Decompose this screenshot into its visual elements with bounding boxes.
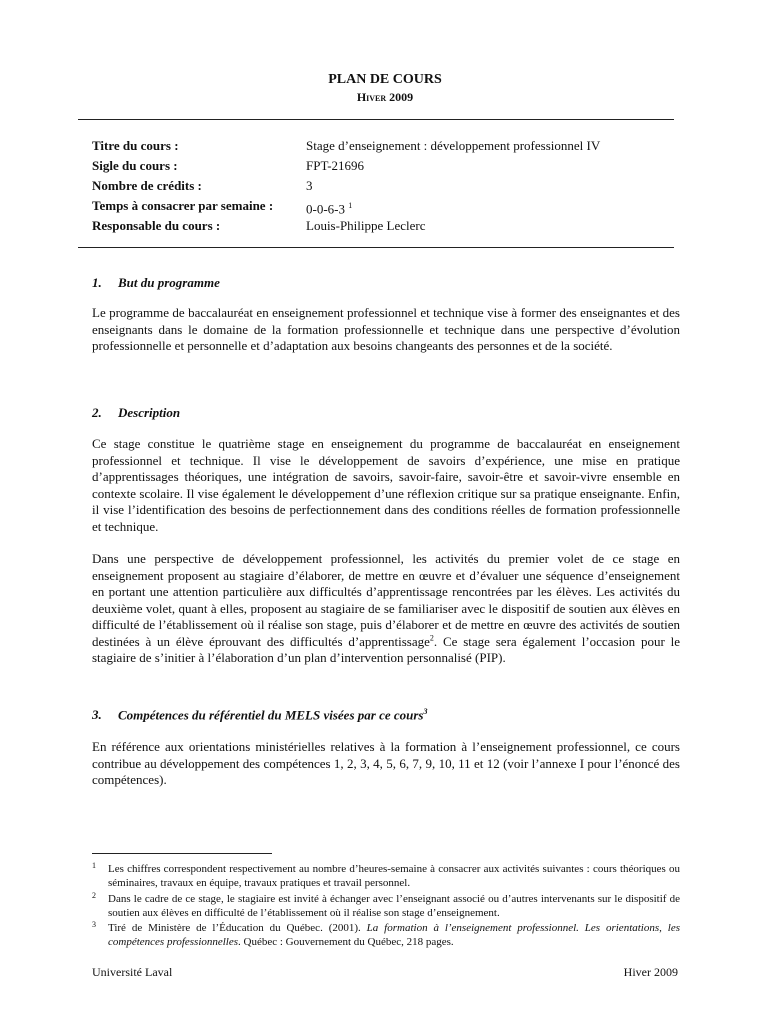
course-info-value: Stage d’enseignement : développement professionnel IV <box>306 138 601 153</box>
footnote-divider <box>92 853 272 854</box>
section-number: 3. <box>92 707 102 723</box>
section-title: Compétences du référentiel du MELS visées par ce cours <box>118 707 424 723</box>
section-paragraph <box>92 551 680 667</box>
footnote-ref: 2 <box>429 633 434 643</box>
info-divider <box>78 247 674 248</box>
course-info-row <box>92 196 692 216</box>
footnote-number: 2 <box>92 891 96 900</box>
section-title: Description <box>118 405 181 420</box>
course-info-row <box>92 216 692 236</box>
top-divider <box>78 119 674 120</box>
section-number: 1. <box>92 275 102 290</box>
footnote-citation-title: La formation à l’enseignement professionnel. Les orientations, les compétences professionnelles <box>108 922 680 948</box>
footnote-text-part: . Québec : Gouvernement du Québec, 218 pages. <box>238 936 454 948</box>
course-info-value-text: 0-0-6-3 <box>306 201 345 217</box>
section-paragraph: Le programme de baccalauréat en enseignement professionnel et technique vise à former des enseignantes et des enseignants dans le domaine de la formation professionnelle et technique dans une perspective d’évolution professionnelle et personnelle et d’adaptation aux besoins changeants des personnes et de la société. <box>92 305 680 353</box>
section-paragraph: En référence aux orientations ministérielles relatives à la formation à l’enseignement professionnel, ce cours contribue au développement des compétences 1, 2, 3, 4, 5, 6, 7, 9, 10, 11 et 12 (voir l’annexe I pour l’énoncé des compétences). <box>92 739 680 787</box>
footnote-ref: 3 <box>423 707 428 716</box>
footnote-number: 3 <box>92 920 96 929</box>
course-info-row <box>92 136 692 156</box>
page-subtitle: Hiver 2009 <box>356 90 414 104</box>
section-heading <box>92 405 180 421</box>
course-info-row <box>92 156 692 176</box>
footnote <box>92 892 680 920</box>
footer-left: Université Laval <box>92 965 173 979</box>
course-info-value: FPT-21696 <box>306 158 365 173</box>
course-info-label: Sigle du cours : <box>92 158 178 173</box>
course-info-label: Temps à consacrer par semaine : <box>92 198 274 213</box>
course-info-value: Louis-Philippe Leclerc <box>306 218 426 233</box>
page-title: PLAN DE COURS <box>328 72 442 87</box>
course-info-block <box>92 136 692 240</box>
footnote <box>92 862 680 890</box>
footnote-text: Dans le cadre de ce stage, le stagiaire est invité à échanger avec l’enseignant associé ou d’autres intervenants sur le dispositif de soutien aux élèves en difficulté de l’établissement où il réalise son stage d’enseignement. <box>108 893 680 919</box>
footnote-text <box>108 921 680 949</box>
footnote <box>92 921 680 949</box>
paragraph-text: . Ce stage sera également l’occasion pour le stagiaire de s’initier à l’élaboration d’un plan d’intervention personnalisé (PIP). <box>92 633 680 665</box>
course-info-row <box>92 176 692 196</box>
footnote-number: 1 <box>92 861 96 870</box>
footnote-ref: 1 <box>348 201 353 210</box>
section-heading <box>92 707 427 723</box>
paragraph-text: Dans une perspective de développement professionnel, les activités du premier volet de ce stage en enseignement proposent au stagiaire d’élaborer, de mettre en œuvre et d’évaluer une séquence d’enseignement en portant une attention particulière aux difficultés d’apprentissage rencontrées par les élèves. Les activités du deuxième volet, quant à elles, proposent au stagiaire de se familiariser avec le dispositif de soutien aux élèves en difficulté de l’établissement où il réalise son stage, puis d’élaborer et de mettre en œuvre des activités de soutien destinées à un élève éprouvant des difficultés d’apprentissage <box>92 551 680 649</box>
course-info-label: Titre du cours : <box>92 138 179 153</box>
course-info-label: Responsable du cours : <box>92 218 221 233</box>
footnote-text-part: Tiré de Ministère de l’Éducation du Québec. (2001). <box>108 922 367 934</box>
section-paragraph: Ce stage constitue le quatrième stage en enseignement du programme de baccalauréat en enseignement professionnel et technique. Il vise le développement de savoirs d’expérience, une mise en pratique d’apprentissages théoriques, une intégration de savoirs, savoir-faire, savoir-être et savoir-vivre ensemble en contexte scolaire. Il vise également le développement d’une réflexion critique sur sa pratique enseignante. Enfin, il vise l’identification des besoins de perfectionnement dans des conditions réelles de formation professionnelle et technique. <box>92 436 680 534</box>
footnote-text: Les chiffres correspondent respectivement au nombre d’heures-semaine à consacrer aux activités suivantes : cours théoriques ou séminaires, travaux en équipe, travaux pratiques et travail personnel. <box>108 863 680 889</box>
section-heading <box>92 275 220 291</box>
section-number: 2. <box>92 405 102 420</box>
course-info-label: Nombre de crédits : <box>92 178 202 193</box>
course-info-value: 3 <box>306 178 313 193</box>
section-title: But du programme <box>118 275 220 290</box>
footer-right: Hiver 2009 <box>623 965 678 979</box>
